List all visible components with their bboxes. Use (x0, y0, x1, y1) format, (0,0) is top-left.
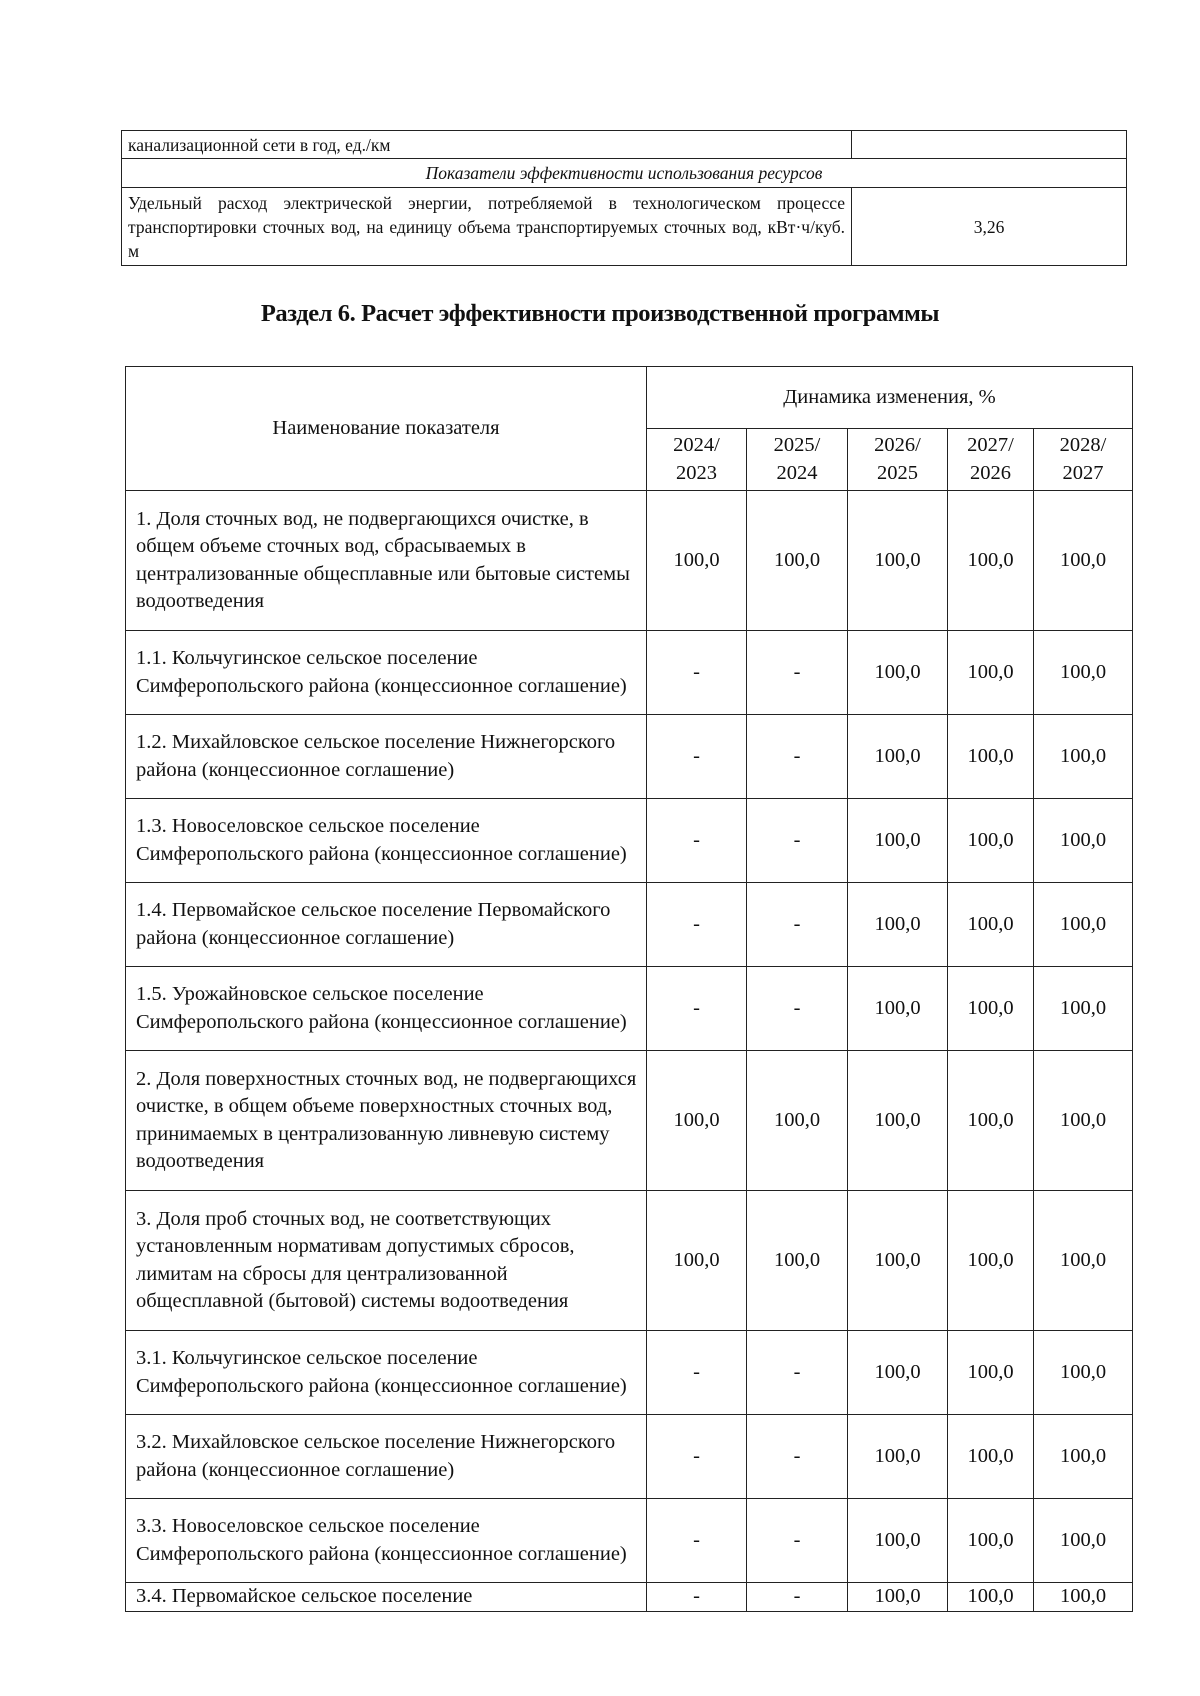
value-cell: 100,0 (747, 1051, 848, 1191)
table-row (126, 1051, 1133, 1191)
year-header: 2026/ 2025 (848, 429, 948, 491)
value-cell: - (747, 715, 848, 799)
indicator-name: 3.2. Михайловское сельское поселение Нижнегорского района (концессионное соглашение) (126, 1415, 647, 1499)
row-label: канализационной сети в год, ед./км (122, 131, 852, 159)
resource-indicators-table (121, 130, 1127, 266)
value-cell: 100,0 (1034, 715, 1133, 799)
indicator-name: 1.1. Кольчугинское сельское поселение Симферопольского района (концессионное соглашение) (126, 631, 647, 715)
value-cell: - (747, 1583, 848, 1612)
value-cell: 100,0 (647, 491, 747, 631)
value-cell: 100,0 (848, 1051, 948, 1191)
value-cell: 100,0 (848, 715, 948, 799)
value-cell: 100,0 (848, 1415, 948, 1499)
table-row (126, 491, 1133, 631)
header-row (126, 367, 1133, 429)
value-cell: - (747, 1415, 848, 1499)
value-cell: 100,0 (848, 1499, 948, 1583)
value-cell: - (747, 799, 848, 883)
value-cell: - (647, 715, 747, 799)
value-cell: 100,0 (948, 1499, 1034, 1583)
indicator-name: 3.1. Кольчугинское сельское поселение Симферопольского района (концессионное соглашение) (126, 1331, 647, 1415)
value-cell: 100,0 (948, 883, 1034, 967)
indicator-name: 1. Доля сточных вод, не подвергающихся очистке, в общем объеме сточных вод, сбрасываемых в централизованные общесплавные или бытовые системы водоотведения (126, 491, 647, 631)
row-label: Удельный расход электрической энергии, потребляемой в технологическом процессе транспортировки сточных вод, на единицу объема транспортируемых сточных вод, кВт·ч/куб. м (122, 188, 852, 266)
table-row (126, 631, 1133, 715)
value-cell: - (647, 1415, 747, 1499)
value-cell: 100,0 (948, 1331, 1034, 1415)
value-cell: 100,0 (848, 1331, 948, 1415)
value-cell: - (747, 883, 848, 967)
value-cell: 100,0 (647, 1191, 747, 1331)
resource-efficiency-subheader: Показатели эффективности использования ресурсов (122, 159, 1127, 188)
value-cell: 100,0 (948, 1583, 1034, 1612)
value-cell: - (647, 1331, 747, 1415)
value-cell: - (647, 1583, 747, 1612)
value-cell: 100,0 (848, 1191, 948, 1331)
value-cell: 100,0 (948, 1415, 1034, 1499)
year-header: 2027/ 2026 (948, 429, 1034, 491)
indicator-name: 1.5. Урожайновское сельское поселение Симферопольского района (концессионное соглашение) (126, 967, 647, 1051)
value-cell: 100,0 (1034, 631, 1133, 715)
value-cell: 100,0 (948, 1191, 1034, 1331)
value-cell: 100,0 (1034, 1415, 1133, 1499)
table-row (126, 1499, 1133, 1583)
indicator-name-header: Наименование показателя (126, 367, 647, 491)
value-cell: 100,0 (1034, 883, 1133, 967)
value-cell: - (647, 1499, 747, 1583)
value-cell: - (747, 1499, 848, 1583)
indicator-name: 1.2. Михайловское сельское поселение Нижнегорского района (концессионное соглашение) (126, 715, 647, 799)
value-cell: 100,0 (1034, 1499, 1133, 1583)
value-cell: 100,0 (1034, 799, 1133, 883)
table-row (126, 799, 1133, 883)
value-cell: 100,0 (948, 799, 1034, 883)
table-row (122, 131, 1127, 159)
section-title: Раздел 6. Расчет эффективности производственной программы (260, 300, 940, 327)
year-header: 2024/ 2023 (647, 429, 747, 491)
year-header: 2025/ 2024 (747, 429, 848, 491)
value-cell: - (747, 631, 848, 715)
table-row (126, 967, 1133, 1051)
indicator-name: 3.4. Первомайское сельское поселение (126, 1583, 647, 1612)
value-cell: 100,0 (848, 799, 948, 883)
dynamics-header: Динамика изменения, % (647, 367, 1133, 429)
value-cell: 100,0 (848, 491, 948, 631)
value-cell: 100,0 (948, 491, 1034, 631)
table-row (122, 188, 1127, 266)
value-cell: 100,0 (848, 1583, 948, 1612)
value-cell: 100,0 (948, 715, 1034, 799)
value-cell: 100,0 (948, 1051, 1034, 1191)
value-cell: 100,0 (848, 631, 948, 715)
indicator-name: 3.3. Новоселовское сельское поселение Симферопольского района (концессионное соглашение) (126, 1499, 647, 1583)
value-cell: - (747, 967, 848, 1051)
table-row (126, 1415, 1133, 1499)
value-cell: 100,0 (747, 1191, 848, 1331)
value-cell: 100,0 (1034, 1583, 1133, 1612)
value-cell: 100,0 (747, 491, 848, 631)
year-header: 2028/ 2027 (1034, 429, 1133, 491)
table-subheader-row (122, 159, 1127, 188)
value-cell: 100,0 (948, 631, 1034, 715)
value-cell: - (647, 799, 747, 883)
indicator-name: 1.4. Первомайское сельское поселение Первомайского района (концессионное соглашение) (126, 883, 647, 967)
value-cell: 100,0 (1034, 1051, 1133, 1191)
value-cell: 100,0 (1034, 967, 1133, 1051)
indicator-name: 3. Доля проб сточных вод, не соответствующих установленным нормативам допустимых сбросов, лимитам на сбросы для централизованной общесплавной (бытовой) системы водоотведения (126, 1191, 647, 1331)
value-cell: 100,0 (948, 967, 1034, 1051)
value-cell: 100,0 (848, 883, 948, 967)
table-row (126, 715, 1133, 799)
value-cell: 100,0 (1034, 1191, 1133, 1331)
value-cell: 100,0 (647, 1051, 747, 1191)
value-cell: 100,0 (848, 967, 948, 1051)
row-value (852, 131, 1127, 159)
value-cell: - (647, 967, 747, 1051)
value-cell: 100,0 (1034, 491, 1133, 631)
value-cell: - (647, 631, 747, 715)
value-cell: 100,0 (1034, 1331, 1133, 1415)
table-row (126, 1331, 1133, 1415)
value-cell: - (747, 1331, 848, 1415)
efficiency-table (125, 366, 1133, 1612)
row-value: 3,26 (852, 188, 1127, 266)
indicator-name: 2. Доля поверхностных сточных вод, не подвергающихся очистке, в общем объеме поверхностных сточных вод, принимаемых в централизованную ливневую систему водоотведения (126, 1051, 647, 1191)
table-row (126, 883, 1133, 967)
table-row (126, 1191, 1133, 1331)
value-cell: - (647, 883, 747, 967)
indicator-name: 1.3. Новоселовское сельское поселение Симферопольского района (концессионное соглашение) (126, 799, 647, 883)
table-row (126, 1583, 1133, 1612)
